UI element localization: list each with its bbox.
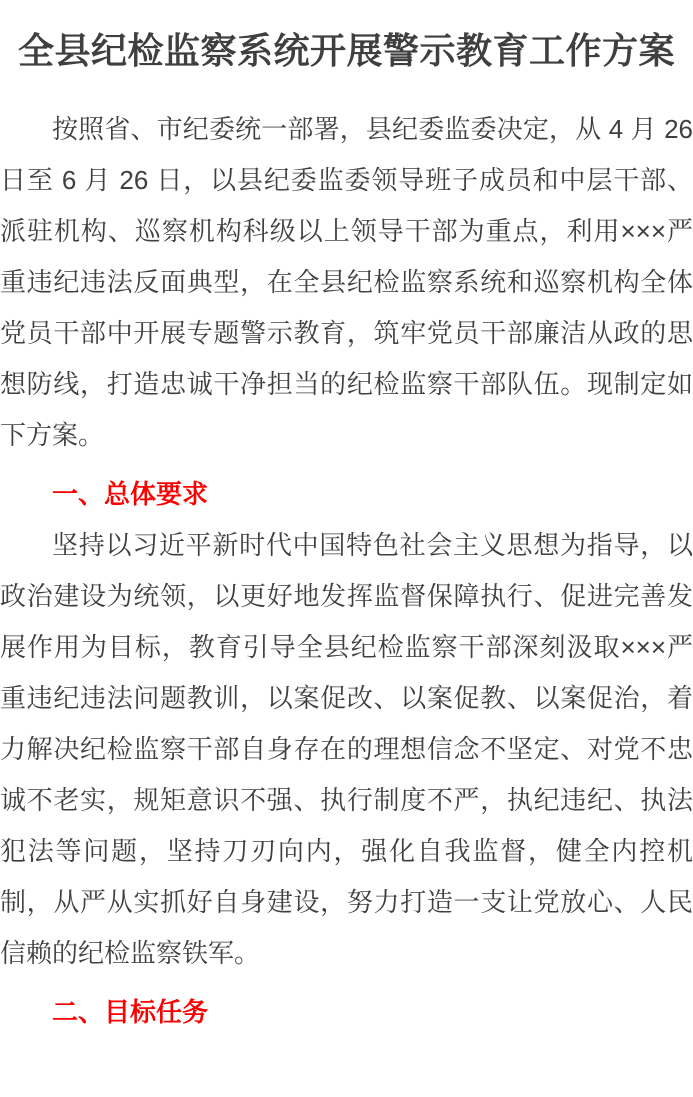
document-title: 全县纪检监察系统开展警示教育工作方案 bbox=[17, 30, 675, 71]
section-heading-overall-requirements: 一、总体要求 bbox=[52, 479, 209, 509]
paragraph-intro: 按照省、市纪委统一部署，县纪委监委决定，从 4 月 26 日至 6 月 26 日，以县纪委监委领导班子成员和中层干部、派驻机构、巡察机构科级以上领导干部为重点，利用×××严重违纪违法反面典型，在全县纪检监察系统和巡察机构全体党员干部中开展专题警示教育，筑牢党员干部廉洁从政的思想防线，打造忠诚干净担当的纪检监察干部队伍。现制定如下方案。 bbox=[0, 114, 693, 450]
section-heading-target-tasks: 二、目标任务 bbox=[52, 997, 209, 1027]
paragraph-overall-requirements: 坚持以习近平新时代中国特色社会主义思想为指导，以政治建设为统领，以更好地发挥监督保障执行、促进完善发展作用为目标，教育引导全县纪检监察干部深刻汲取×××严重违纪违法问题教训，以案促改、以案促教、以案促治，着力解决纪检监察干部自身存在的理想信念不坚定、对党不忠诚不老实，规矩意识不强、执行制度不严，执纪违纪、执法犯法等问题，坚持刀刃向内，强化自我监督，健全内控机制，从严从实抓好自身建设，努力打造一支让党放心、人民信赖的纪检监察铁军。 bbox=[0, 530, 693, 968]
